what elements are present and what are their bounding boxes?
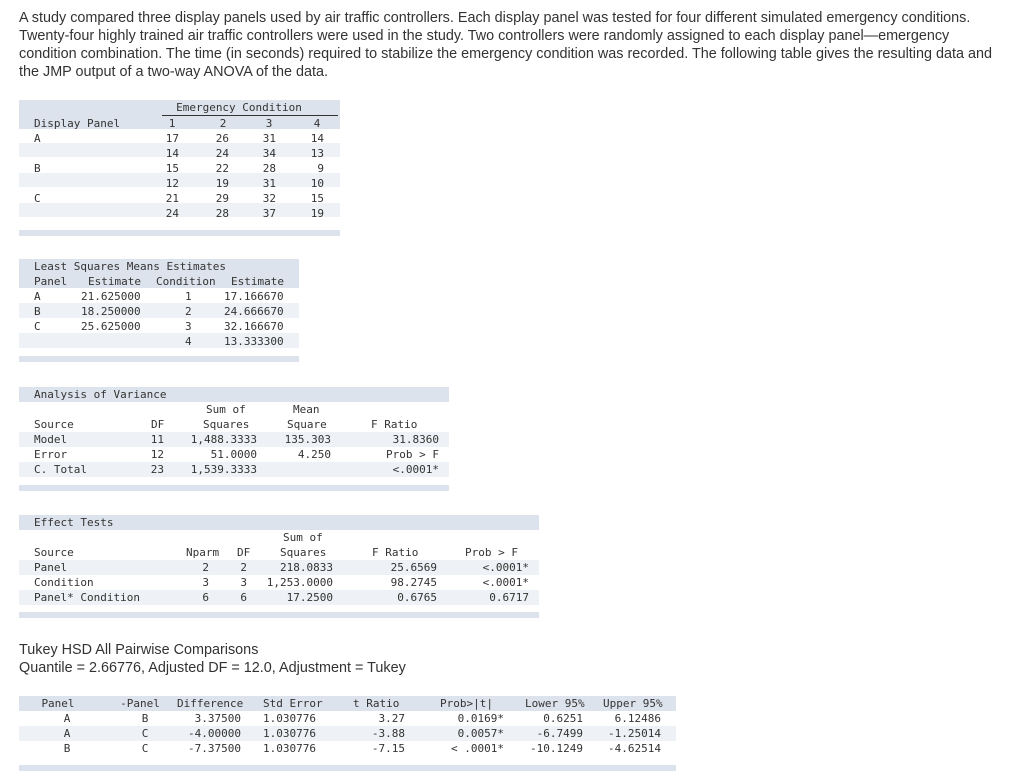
cell-value: 12 xyxy=(165,177,179,190)
cell-value: 22 xyxy=(215,162,229,175)
effects-h-sum1: Sum of xyxy=(283,531,323,544)
effects-h-df: DF xyxy=(237,546,251,559)
minus-panel-label: C xyxy=(141,742,149,755)
df-value: 23 xyxy=(150,463,164,476)
condition-label: 1 xyxy=(185,290,192,303)
cell-value: 29 xyxy=(215,192,229,205)
difference-value: -4.00000 xyxy=(188,727,241,740)
panel-label: A xyxy=(63,727,71,740)
anova-h-source: Source xyxy=(34,418,74,431)
cell-value: 14 xyxy=(310,132,324,145)
source-label: Error xyxy=(34,448,68,461)
ms-value: 135.303 xyxy=(284,433,331,446)
cell-value: 28 xyxy=(262,162,276,175)
tratio-value: 3.27 xyxy=(378,712,405,725)
difference-value: 3.37500 xyxy=(194,712,241,725)
lsm-header-estimate: Estimate xyxy=(88,275,141,288)
cell-value: 28 xyxy=(215,207,229,220)
panel-estimate: 25.625000 xyxy=(81,320,141,333)
panel-label: B xyxy=(63,742,71,755)
anova-h-sum1: Sum of xyxy=(206,403,246,416)
f-value: 0.6765 xyxy=(397,591,437,604)
f-value: Prob > F xyxy=(386,448,439,461)
prob-value: < .0001* xyxy=(451,742,504,755)
panel-label: A xyxy=(34,290,41,303)
source-label: C. Total xyxy=(34,463,87,476)
condition-estimate: 17.166670 xyxy=(224,290,284,303)
cell-value: 31 xyxy=(262,132,276,145)
source-label: Condition xyxy=(34,576,94,589)
lower-value: -10.1249 xyxy=(530,742,583,755)
emergency-condition-header: Emergency Condition xyxy=(176,101,302,114)
panel-label: A xyxy=(34,132,41,145)
cell-value: 17 xyxy=(165,132,179,145)
cell-value: 14 xyxy=(165,147,179,160)
cell-value: 34 xyxy=(262,147,276,160)
f-value: 25.6569 xyxy=(390,561,437,574)
panel-estimate: 18.250000 xyxy=(81,305,141,318)
anova-h-f: F Ratio xyxy=(371,418,418,431)
f-value: <.0001* xyxy=(392,463,439,476)
p-value: 0.6717 xyxy=(489,591,529,604)
df-value: 11 xyxy=(150,433,164,446)
condition-estimate: 13.333300 xyxy=(224,335,284,348)
tukey-h-difference: Difference xyxy=(177,697,244,710)
tukey-table xyxy=(19,696,676,772)
anova-h-mean2: Square xyxy=(287,418,327,431)
panel-label: C xyxy=(34,320,41,333)
cell-value: 10 xyxy=(310,177,324,190)
col-header-2: 2 xyxy=(219,117,227,130)
cell-value: 21 xyxy=(165,192,179,205)
difference-value: -7.37500 xyxy=(188,742,241,755)
tukey-h-stderror: Std Error xyxy=(263,697,323,710)
prob-value: 0.0057* xyxy=(457,727,504,740)
ss-value: 17.2500 xyxy=(286,591,333,604)
p-value: <.0001* xyxy=(482,576,529,589)
lsm-header-estimate2: Estimate xyxy=(231,275,284,288)
condition-label: 2 xyxy=(185,305,192,318)
p-value: <.0001* xyxy=(482,561,529,574)
anova-h-df: DF xyxy=(151,418,165,431)
cell-value: 13 xyxy=(310,147,324,160)
cell-value: 19 xyxy=(215,177,229,190)
effects-h-f: F Ratio xyxy=(372,546,419,559)
df-value: 12 xyxy=(150,448,164,461)
tukey-h-prob: Prob>|t| xyxy=(440,697,493,710)
cell-value: 31 xyxy=(262,177,276,190)
effects-h-nparm: Nparm xyxy=(186,546,220,559)
data-table xyxy=(19,100,340,236)
header-underline xyxy=(162,115,338,116)
anova-title: Analysis of Variance xyxy=(34,388,167,401)
tratio-value: -3.88 xyxy=(371,727,405,740)
lsm-title: Least Squares Means Estimates xyxy=(34,260,227,273)
stderror-value: 1.030776 xyxy=(263,712,316,725)
cell-value: 9 xyxy=(317,162,324,175)
upper-value: -1.25014 xyxy=(608,727,661,740)
cell-value: 32 xyxy=(262,192,276,205)
cell-value: 37 xyxy=(262,207,276,220)
ss-value: 1,253.0000 xyxy=(266,576,333,589)
source-label: Panel* Condition xyxy=(34,591,140,604)
prob-value: 0.0169* xyxy=(457,712,504,725)
minus-panel-label: B xyxy=(141,712,149,725)
ss-value: 1,488.3333 xyxy=(190,433,257,446)
df-value: 2 xyxy=(240,561,247,574)
tratio-value: -7.15 xyxy=(371,742,405,755)
condition-label: 3 xyxy=(185,320,192,333)
lower-value: -6.7499 xyxy=(536,727,583,740)
condition-estimate: 24.666670 xyxy=(224,305,284,318)
tukey-title: Tukey HSD All Pairwise Comparisons xyxy=(19,642,259,658)
tukey-h-panel: Panel xyxy=(41,697,75,710)
cell-value: 15 xyxy=(165,162,179,175)
tukey-h-upper: Upper 95% xyxy=(603,697,663,710)
df-value: 3 xyxy=(240,576,247,589)
lsm-header-panel: Panel xyxy=(34,275,68,288)
cell-value: 19 xyxy=(310,207,324,220)
f-value: 98.2745 xyxy=(390,576,437,589)
condition-estimate: 32.166670 xyxy=(224,320,284,333)
panel-label: B xyxy=(34,162,41,175)
col-header-1: 1 xyxy=(168,117,176,130)
panel-label: C xyxy=(34,192,41,205)
source-label: Panel xyxy=(34,561,68,574)
ss-value: 218.0833 xyxy=(280,561,333,574)
problem-statement: A study compared three display panels used by air traffic controllers. Each display panel was tested for four different simulated emergency conditions. Twenty-four highly trained air traffic controllers were used in the study. Two controllers were randomly assigned to each display panel—emergency condition combination. The time (in seconds) required to stabilize the emergency condition was recorded. The following table gives the resulting data and the JMP output of a two-way ANOVA of the data. xyxy=(19,10,992,80)
effect-tests-table xyxy=(19,515,539,619)
nparm-value: 2 xyxy=(202,561,209,574)
effects-h-source: Source xyxy=(34,546,74,559)
source-label: Model xyxy=(34,433,68,446)
stderror-value: 1.030776 xyxy=(263,727,316,740)
ms-value: 4.250 xyxy=(297,448,331,461)
condition-label: 4 xyxy=(185,335,192,348)
upper-value: -4.62514 xyxy=(608,742,661,755)
tukey-h-lower: Lower 95% xyxy=(525,697,585,710)
tukey-h-minus-panel: -Panel xyxy=(120,697,160,710)
panel-estimate: 21.625000 xyxy=(81,290,141,303)
cell-value: 24 xyxy=(165,207,179,220)
nparm-value: 6 xyxy=(202,591,209,604)
ss-value: 1,539.3333 xyxy=(190,463,257,476)
upper-value: 6.12486 xyxy=(614,712,661,725)
panel-label: B xyxy=(34,305,41,318)
display-panel-header: Display Panel xyxy=(34,117,121,130)
anova-table xyxy=(19,387,449,492)
anova-h-mean1: Mean xyxy=(293,403,320,416)
col-header-4: 4 xyxy=(313,117,321,130)
ss-value: 51.0000 xyxy=(210,448,257,461)
effects-h-p: Prob > F xyxy=(465,546,518,559)
stderror-value: 1.030776 xyxy=(263,742,316,755)
cell-value: 15 xyxy=(310,192,324,205)
f-value: 31.8360 xyxy=(392,433,439,446)
nparm-value: 3 xyxy=(202,576,209,589)
effects-title: Effect Tests xyxy=(34,516,114,529)
anova-h-sum2: Squares xyxy=(203,418,250,431)
cell-value: 26 xyxy=(215,132,229,145)
minus-panel-label: C xyxy=(141,727,149,740)
tukey-subtitle: Quantile = 2.66776, Adjusted DF = 12.0, Adjustment = Tukey xyxy=(19,660,406,676)
col-header-3: 3 xyxy=(265,117,273,130)
panel-label: A xyxy=(63,712,71,725)
tukey-h-tratio: t Ratio xyxy=(353,697,400,710)
lower-value: 0.6251 xyxy=(543,712,583,725)
effects-h-sum2: Squares xyxy=(280,546,327,559)
cell-value: 24 xyxy=(215,147,229,160)
lsm-header-condition: Condition xyxy=(156,275,216,288)
df-value: 6 xyxy=(240,591,247,604)
lsm-table xyxy=(19,259,299,363)
